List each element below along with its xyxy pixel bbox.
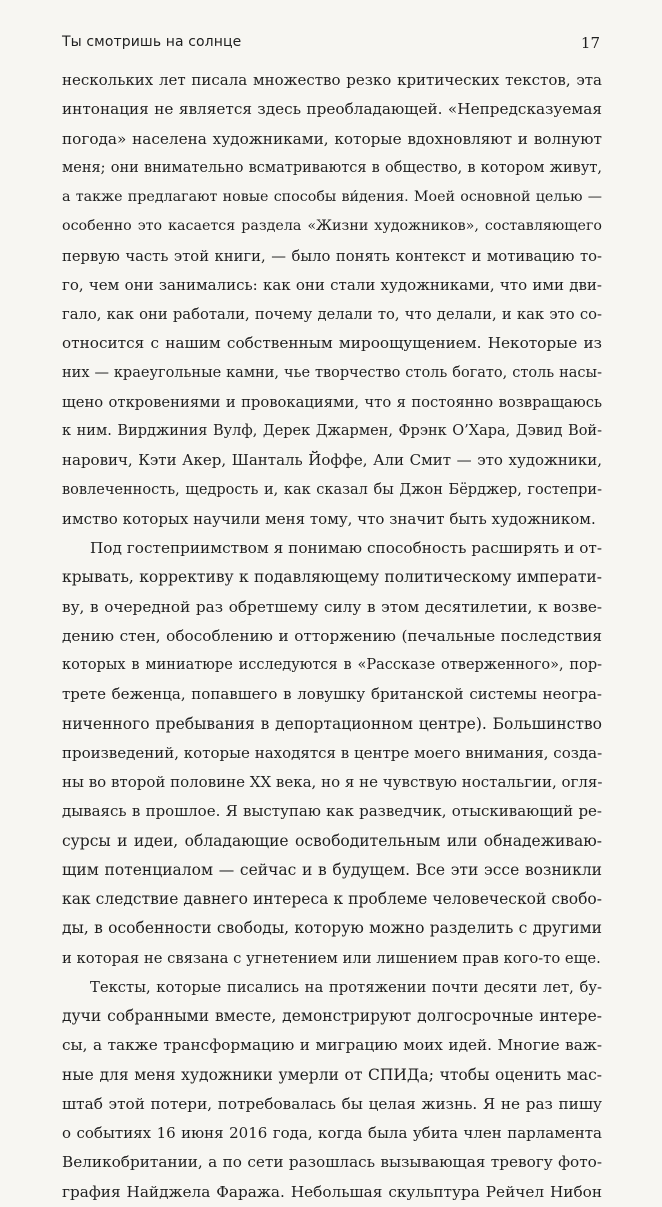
text-line: нарович, Кэти Акер, Шанталь Йоффе, Али Смит — это художники, [62, 451, 602, 470]
text-line: о событиях 16 июня 2016 года, когда была убита член парламента [62, 1124, 602, 1142]
text-line: относится с нашим собственным мироощущением. Некоторые из [62, 334, 602, 353]
text-line: ны во второй половине XX века, но я не чувствую ностальгии, огля- [62, 773, 602, 791]
text-line: а также предлагают новые способы ви́дения. Моей основной целью — [62, 189, 602, 205]
text-line: произведений, которые находятся в центре моего внимания, созда- [62, 743, 602, 762]
text-line: гало, как они работали, почему делали то, что делали, и как это со- [62, 306, 602, 323]
paragraph [62, 534, 602, 973]
text-line: ные для меня художники умерли от СПИДа; чтобы оценить мас- [62, 1065, 602, 1084]
text-line: Под гостеприимством я понимаю способность расширять и от- [90, 539, 602, 557]
text-line: сы, а также трансформацию и миграцию моих идей. Многие важ- [62, 1036, 602, 1055]
text-line: ды, в особенности свободы, которую можно разделить с другими [62, 919, 602, 938]
text-line: меня; они внимательно всматриваются в общество, в котором живут, [62, 159, 602, 176]
text-line: дучи собранными вместе, демонстрируют долгосрочные интере- [62, 1007, 602, 1025]
text-line: ву, в очередной раз обретшему силу в этом десятилетии, к возве- [62, 597, 602, 616]
page-header [62, 34, 600, 56]
paragraph-list [62, 66, 602, 1207]
paragraph [62, 66, 602, 534]
page-number: 17 [580, 34, 600, 52]
text-line: го, чем они занимались: как они стали художниками, что ими дви- [62, 275, 602, 294]
text-line: дению стен, обособлению и отторжению (печальные последствия [62, 626, 602, 645]
running-head: Ты смотришь на солнце [62, 34, 242, 50]
text-line: имство которых научили меня тому, что значит быть художником. [62, 509, 596, 528]
text-line: щено откровениями и провокациями, что я постоянно возвращаюсь [62, 393, 602, 411]
body-text [62, 66, 602, 1207]
text-line: нескольких лет писала множество резко критических текстов, эта [62, 71, 602, 89]
text-line: интонация не является здесь преобладающей. «Непредсказуемая [62, 100, 602, 119]
text-line: которых в миниатюре исследуются в «Рассказе отверженного», пор- [62, 657, 602, 673]
text-line: крывать, коррективу к подавляющему политическому императи- [62, 568, 602, 587]
text-line: особенно это касается раздела «Жизни художников», составляющего [62, 218, 602, 235]
text-line: сурсы и идеи, обладающие освободительным или обнадеживаю- [62, 831, 602, 850]
text-line: как следствие давнего интереса к проблеме человеческой свобо- [62, 890, 602, 908]
text-line: ниченного пребывания в депортационном центре). Большинство [62, 714, 602, 733]
text-line: графия Найджела Фаража. Небольшая скульптура Рейчел Нибон [62, 1182, 602, 1201]
text-line: погода» населена художниками, которые вдохновляют и волнуют [62, 129, 602, 148]
text-line: и которая не связана с угнетением или лишением прав кого-то еще. [62, 949, 601, 967]
text-line: щим потенциалом — сейчас и в будущем. Все эти эссе возникли [62, 860, 602, 879]
text-line: них — краеугольные камни, чье творчество столь богато, столь насы- [62, 364, 602, 381]
text-line: Великобритании, а по сети разошлась вызывающая тревогу фото- [62, 1153, 602, 1172]
text-line: штаб этой потери, потребовалась бы целая жизнь. Я не раз пишу [62, 1094, 602, 1113]
text-line: вовлеченность, щедрость и, как сказал бы Джон Бёрджер, гостепри- [62, 481, 602, 498]
paragraph [62, 973, 602, 1207]
text-line: трете беженца, попавшего в ловушку британской системы неогра- [62, 685, 602, 704]
text-line: к ним. Вирджиния Вулф, Дерек Джармен, Фрэнк О’Хара, Дэвид Вой- [62, 423, 602, 439]
text-line: дываясь в прошлое. Я выступаю как разведчик, отыскивающий ре- [62, 802, 602, 821]
text-line: Тексты, которые писались на протяжении почти десяти лет, бу- [90, 978, 602, 996]
text-line: первую часть этой книги, — было понять контекст и мотивацию то- [62, 247, 602, 265]
